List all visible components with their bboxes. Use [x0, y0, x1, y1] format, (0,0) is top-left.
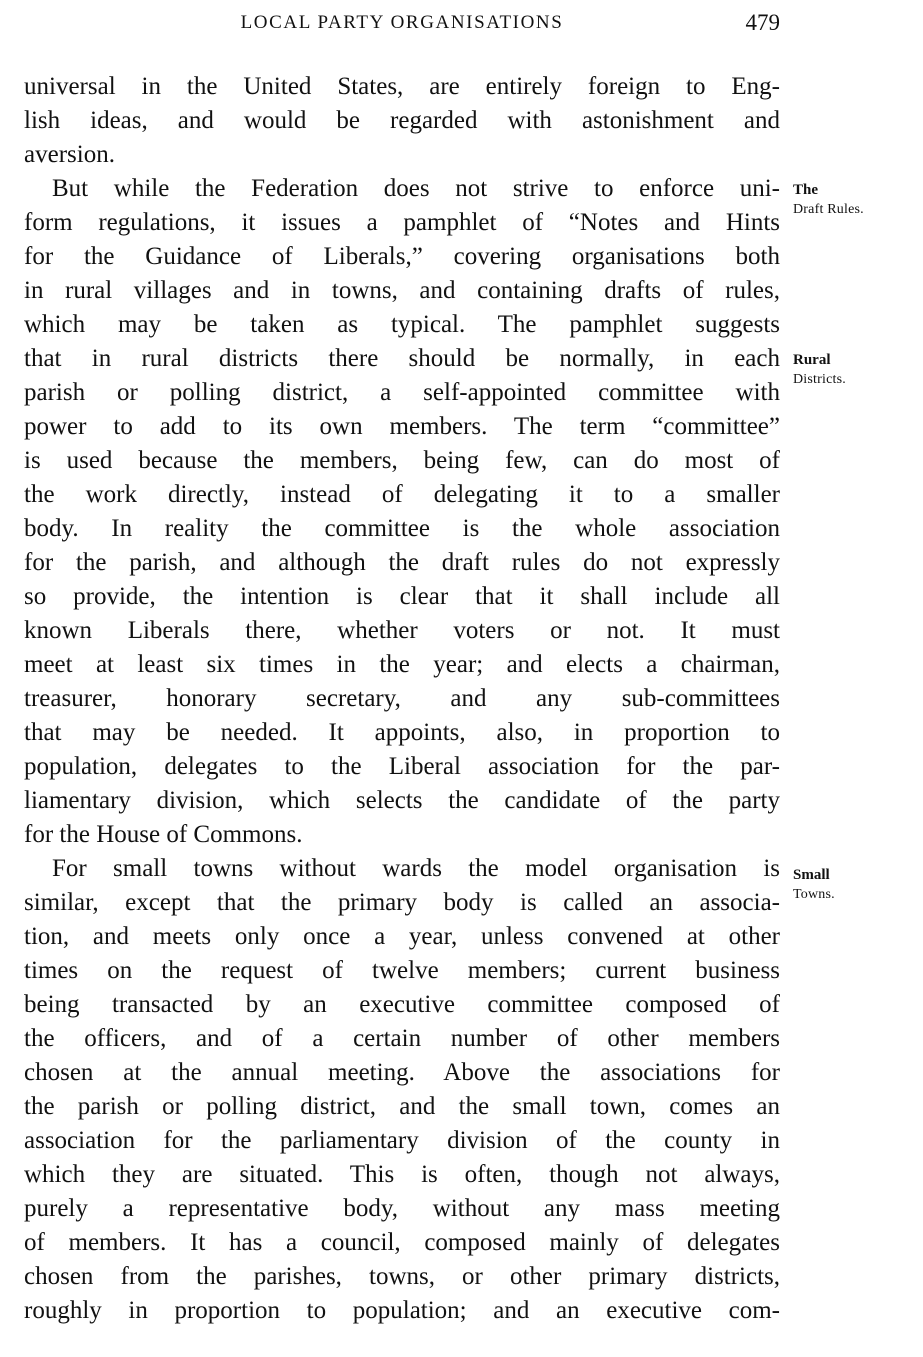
text-line: times on the request of twelve members; current business [24, 957, 780, 984]
text-line: so provide, the intention is clear that it shall include all [24, 583, 780, 610]
sidenote-line: Districts. [793, 372, 846, 387]
text-line: lish ideas, and would be regarded with astonishment and [24, 107, 780, 134]
text-line: which may be taken as typical. The pamphlet suggests [24, 311, 780, 338]
text-line: the parish or polling district, and the small town, comes an [24, 1093, 780, 1120]
text-line: for the Guidance of Liberals,” covering organisations both [24, 243, 780, 270]
text-line: parish or polling district, a self-appointed committee with [24, 379, 780, 406]
page-number: 479 [745, 10, 780, 35]
sidenote-small-towns [793, 865, 918, 905]
text-line: liamentary division, which selects the candidate of the party [24, 787, 780, 814]
text-line: treasurer, honorary secretary, and any sub-committees [24, 685, 780, 712]
text-line: power to add to its own members. The term “committee” [24, 413, 780, 440]
sidenote-line: Small [793, 867, 830, 883]
sidenote-line: Draft Rules. [793, 202, 864, 217]
text-line: chosen from the parishes, towns, or other primary districts, [24, 1263, 780, 1290]
text-line: meet at least six times in the year; and elects a chairman, [24, 651, 780, 678]
text-line: for the House of Commons. [24, 821, 303, 848]
text-line: form regulations, it issues a pamphlet of “Notes and Hints [24, 209, 780, 236]
text-line: is used because the members, being few, can do most of [24, 447, 780, 474]
body-text [24, 70, 780, 1328]
text-line: population, delegates to the Liberal association for the par- [24, 753, 780, 780]
text-line: body. In reality the committee is the whole association [24, 515, 780, 542]
text-line: similar, except that the primary body is called an associa- [24, 889, 780, 916]
sidenote-line: The [793, 182, 819, 198]
running-header [24, 8, 780, 38]
text-line: purely a representative body, without any mass meeting [24, 1195, 780, 1222]
text-line: for the parish, and although the draft rules do not expressly [24, 549, 780, 576]
sidenote-draft-rules [793, 180, 918, 220]
text-line: of members. It has a council, composed mainly of delegates [24, 1229, 780, 1256]
text-line: tion, and meets only once a year, unless convened at other [24, 923, 780, 950]
text-line: the work directly, instead of delegating it to a smaller [24, 481, 780, 508]
text-line: aversion. [24, 141, 115, 168]
text-line: chosen at the annual meeting. Above the associations for [24, 1059, 780, 1086]
running-title: LOCAL PARTY ORGANISATIONS [240, 12, 564, 33]
text-line: But while the Federation does not strive to enforce uni- [52, 175, 780, 202]
text-line: that in rural districts there should be normally, in each [24, 345, 780, 372]
sidenote-line: Towns. [793, 887, 835, 902]
text-line: in rural villages and in towns, and containing drafts of rules, [24, 277, 780, 304]
sidenote-rural-districts [793, 350, 918, 390]
text-line: which they are situated. This is often, though not always, [24, 1161, 780, 1188]
text-line: the officers, and of a certain number of other members [24, 1025, 780, 1052]
text-line: roughly in proportion to population; and an executive com- [24, 1297, 780, 1324]
text-line: universal in the United States, are entirely foreign to Eng- [24, 73, 780, 100]
sidenote-line: Rural [793, 352, 831, 368]
text-line: association for the parliamentary division of the county in [24, 1127, 780, 1154]
text-line: known Liberals there, whether voters or not. It must [24, 617, 780, 644]
text-line: being transacted by an executive committee composed of [24, 991, 780, 1018]
text-line: For small towns without wards the model organisation is [52, 855, 780, 882]
text-line: that may be needed. It appoints, also, in proportion to [24, 719, 780, 746]
